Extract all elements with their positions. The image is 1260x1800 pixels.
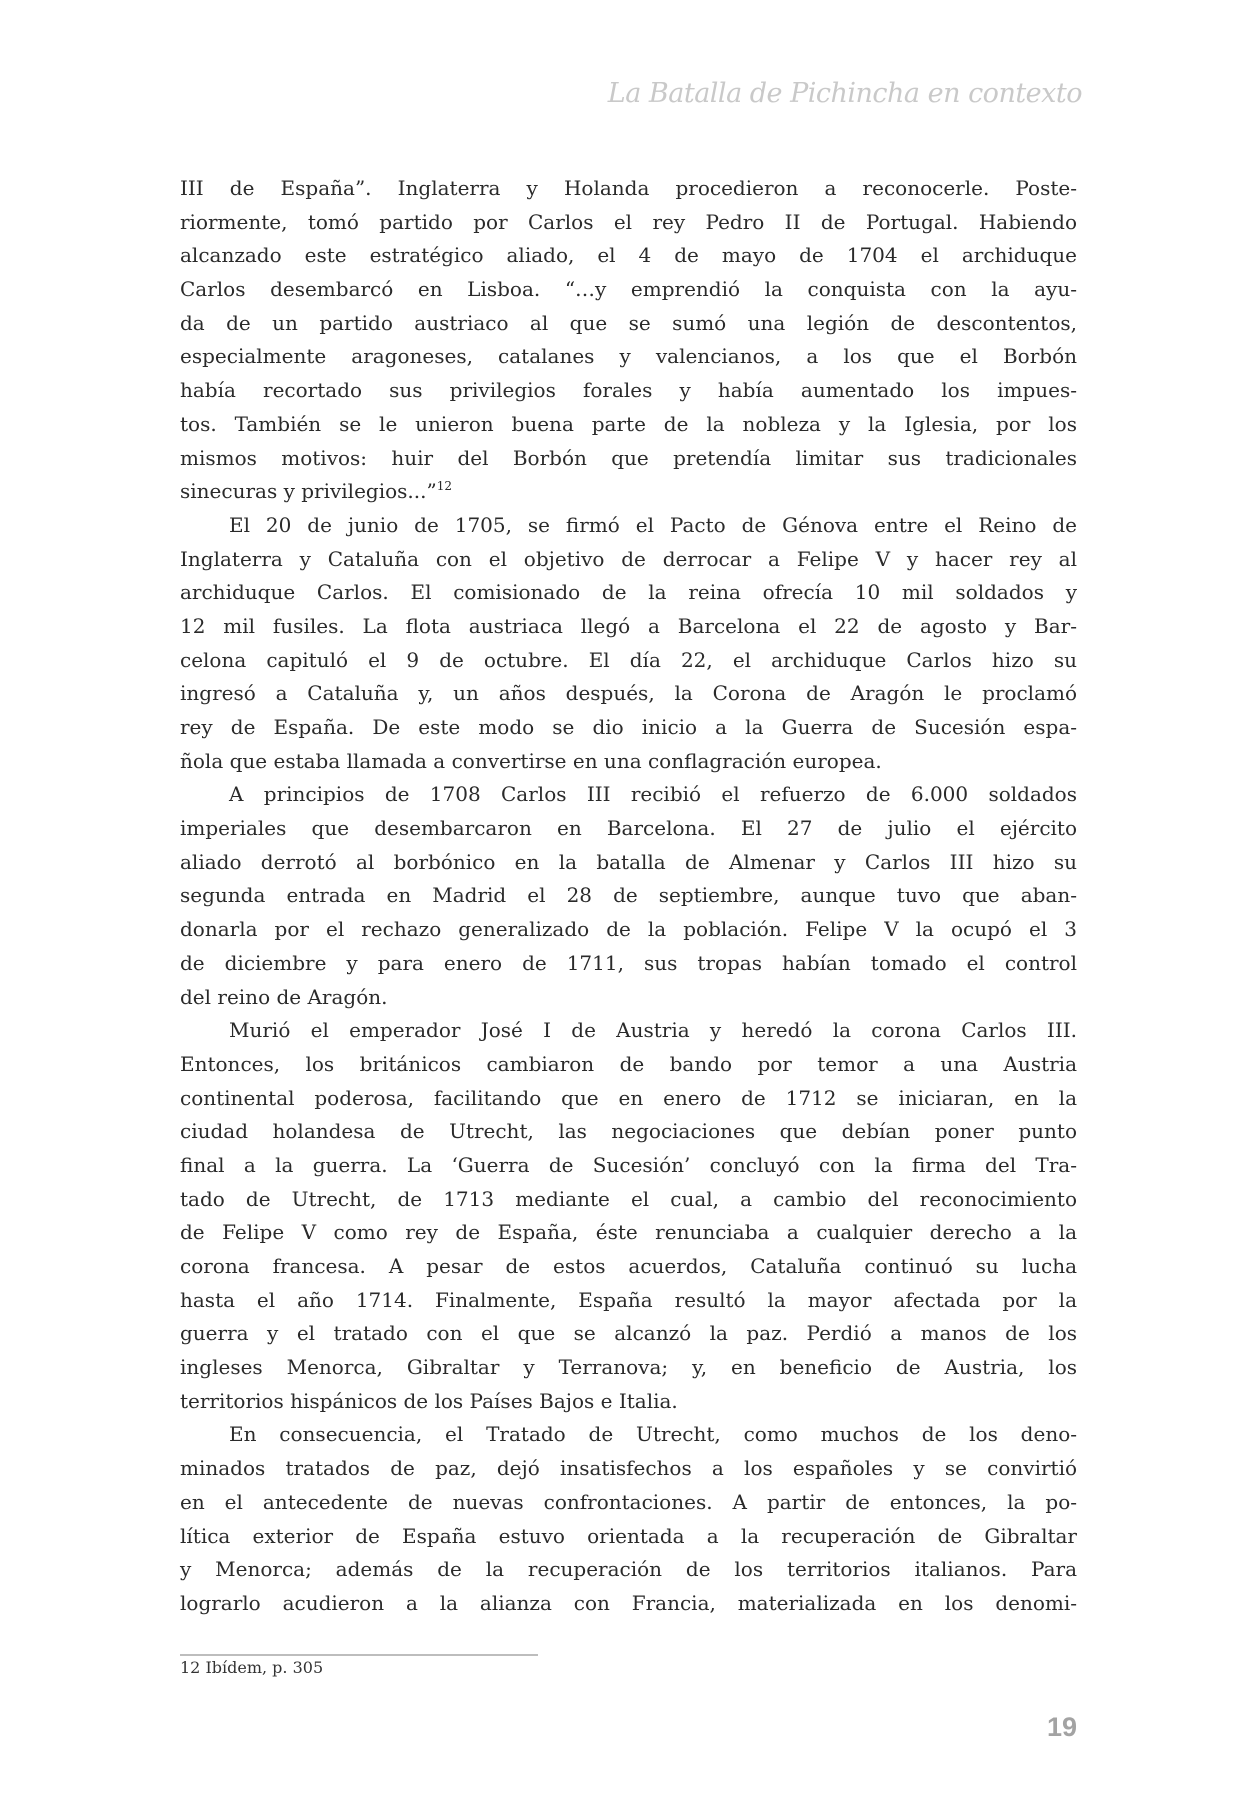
text-line (180, 1216, 1077, 1250)
text-line (180, 610, 1077, 644)
text-line (180, 172, 1077, 206)
line-text: segunda entrada en Madrid el 28 de septiembre, aunque tuvo que aban- (180, 883, 1077, 908)
text-line (180, 442, 1077, 476)
line-text: archiduque Carlos. El comisionado de la reina ofrecía 10 mil soldados y (180, 580, 1077, 605)
text-line (180, 677, 1077, 711)
text-line (180, 644, 1077, 678)
text-line (180, 1250, 1077, 1284)
line-text: imperiales que desembarcaron en Barcelona. El 27 de julio el ejército (180, 816, 1077, 841)
text-line (180, 1082, 1077, 1116)
line-text: ñola que estaba llamada a convertirse en una conflagración europea. (180, 748, 882, 773)
line-text: continental poderosa, facilitando que en enero de 1712 se iniciaran, en la (180, 1085, 1077, 1110)
line-text: mismos motivos: huir del Borbón que pretendía limitar sus tradicionales (180, 445, 1077, 470)
line-text: hasta el año 1714. Finalmente, España resultó la mayor afectada por la (180, 1287, 1077, 1312)
line-text: tos. También se le unieron buena parte de la nobleza y la Iglesia, por los (180, 411, 1077, 436)
line-text: ciudad holandesa de Utrecht, las negociaciones que debían poner punto (180, 1119, 1077, 1144)
text-line (180, 1284, 1077, 1318)
text-line (180, 543, 1077, 577)
text-line (180, 711, 1077, 745)
line-text: Carlos desembarcó en Lisboa. “…y emprendió la conquista con la ayu- (180, 277, 1077, 302)
body-text (180, 172, 1077, 1621)
paragraph (180, 778, 1077, 1014)
text-line (180, 812, 1077, 846)
text-line (180, 273, 1077, 307)
line-text: de diciembre y para enero de 1711, sus tropas habían tomado el control (180, 950, 1077, 975)
text-line (180, 913, 1077, 947)
line-text: territorios hispánicos de los Países Bajos e Italia. (180, 1388, 678, 1413)
text-line (180, 1587, 1077, 1621)
text-line (180, 1385, 1077, 1419)
line-text: de Felipe V como rey de España, éste renunciaba a cualquier derecho a la (180, 1220, 1077, 1245)
paragraph (180, 509, 1077, 779)
line-text: El 20 de junio de 1705, se firmó el Pacto de Génova entre el Reino de (229, 512, 1077, 537)
text-line (180, 1149, 1077, 1183)
line-text: y Menorca; además de la recuperación de los territorios italianos. Para (180, 1557, 1077, 1582)
footnote-divider (180, 1654, 538, 1656)
line-text: rey de España. De este modo se dio inicio a la Guerra de Sucesión espa- (180, 715, 1077, 739)
text-line (180, 1014, 1077, 1048)
line-text: aliado derrotó al borbónico en la batalla de Almenar y Carlos III hizo su (180, 849, 1077, 874)
line-text: alcanzado este estratégico aliado, el 4 de mayo de 1704 el archiduque (180, 243, 1077, 268)
line-text: lograrlo acudieron a la alianza con Francia, materializada en los denomi- (180, 1590, 1077, 1615)
line-text: En consecuencia, el Tratado de Utrecht, como muchos de los deno- (229, 1422, 1077, 1447)
text-line (180, 778, 1077, 812)
text-line (180, 947, 1077, 981)
text-line (180, 745, 1077, 779)
line-text: Entonces, los británicos cambiaron de bando por temor a una Austria (180, 1051, 1077, 1076)
paragraph (180, 1418, 1077, 1620)
text-line (180, 374, 1077, 408)
line-text: riormente, tomó partido por Carlos el rey Pedro II de Portugal. Habiendo (180, 209, 1077, 234)
text-line (180, 1452, 1077, 1486)
text-line (180, 1486, 1077, 1520)
text-line (180, 206, 1077, 240)
footnote-reference[interactable]: 12 (436, 479, 452, 494)
line-text: corona francesa. A pesar de estos acuerdos, Cataluña continuó su lucha (180, 1254, 1077, 1278)
line-text: celona capituló el 9 de octubre. El día 22, el archiduque Carlos hizo su (180, 647, 1077, 672)
line-text: minados tratados de paz, dejó insatisfechos a los españoles y se convirtió (180, 1456, 1077, 1481)
text-line (180, 307, 1077, 341)
line-text: especialmente aragoneses, catalanes y valencianos, a los que el Borbón (180, 344, 1077, 369)
line-text: III de España”. Inglaterra y Holanda procedieron a reconocerle. Poste- (180, 176, 1077, 200)
text-line (180, 408, 1077, 442)
footnote: 12 Ibídem, p. 305 (180, 1658, 324, 1677)
text-line (180, 879, 1077, 913)
paragraph (180, 1014, 1077, 1418)
line-text: A principios de 1708 Carlos III recibió el refuerzo de 6.000 soldados (229, 782, 1077, 807)
text-line (180, 509, 1077, 543)
text-line (180, 1553, 1077, 1587)
line-text: del reino de Aragón. (180, 984, 388, 1009)
text-line (180, 1183, 1077, 1217)
line-text: sinecuras y privilegios...” (180, 479, 437, 504)
line-text: da de un partido austriaco al que se sumó una legión de descontentos, (180, 310, 1077, 335)
text-line (180, 1418, 1077, 1452)
line-text: guerra y el tratado con el que se alcanzó la paz. Perdió a manos de los (180, 1321, 1077, 1346)
line-text: Murió el emperador José I de Austria y heredó la corona Carlos III. (229, 1018, 1077, 1043)
text-line (180, 340, 1077, 374)
line-text: Inglaterra y Cataluña con el objetivo de derrocar a Felipe V y hacer rey al (180, 546, 1077, 571)
line-text: 12 mil fusiles. La flota austriaca llegó a Barcelona el 22 de agosto y Bar- (180, 613, 1077, 638)
text-line (180, 981, 1077, 1015)
page-number: 19 (1046, 1712, 1077, 1742)
line-text: lítica exterior de España estuvo orientada a la recuperación de Gibraltar (180, 1523, 1077, 1548)
line-text: ingresó a Cataluña y, un años después, la Corona de Aragón le proclamó (180, 681, 1077, 706)
running-head-title: La Batalla de Pichincha en contexto (607, 78, 1082, 109)
line-text: tado de Utrecht, de 1713 mediante el cual, a cambio del reconocimiento (180, 1186, 1077, 1211)
line-text: final a la guerra. La ‘Guerra de Sucesión’ concluyó con la firma del Tra- (180, 1152, 1077, 1177)
line-text: donarla por el rechazo generalizado de la población. Felipe V la ocupó el 3 (180, 917, 1077, 942)
text-line (180, 1351, 1077, 1385)
text-line (180, 846, 1077, 880)
text-line (180, 1317, 1077, 1351)
line-text: había recortado sus privilegios forales y había aumentado los impues- (180, 378, 1077, 403)
text-line (180, 576, 1077, 610)
line-text: en el antecedente de nuevas confrontaciones. A partir de entonces, la po- (180, 1489, 1077, 1514)
text-line (180, 1520, 1077, 1554)
text-line (180, 475, 1077, 509)
line-text: ingleses Menorca, Gibraltar y Terranova; y, en beneficio de Austria, los (180, 1355, 1077, 1380)
paragraph (180, 172, 1077, 509)
text-line (180, 1115, 1077, 1149)
text-line (180, 1048, 1077, 1082)
text-line (180, 239, 1077, 273)
